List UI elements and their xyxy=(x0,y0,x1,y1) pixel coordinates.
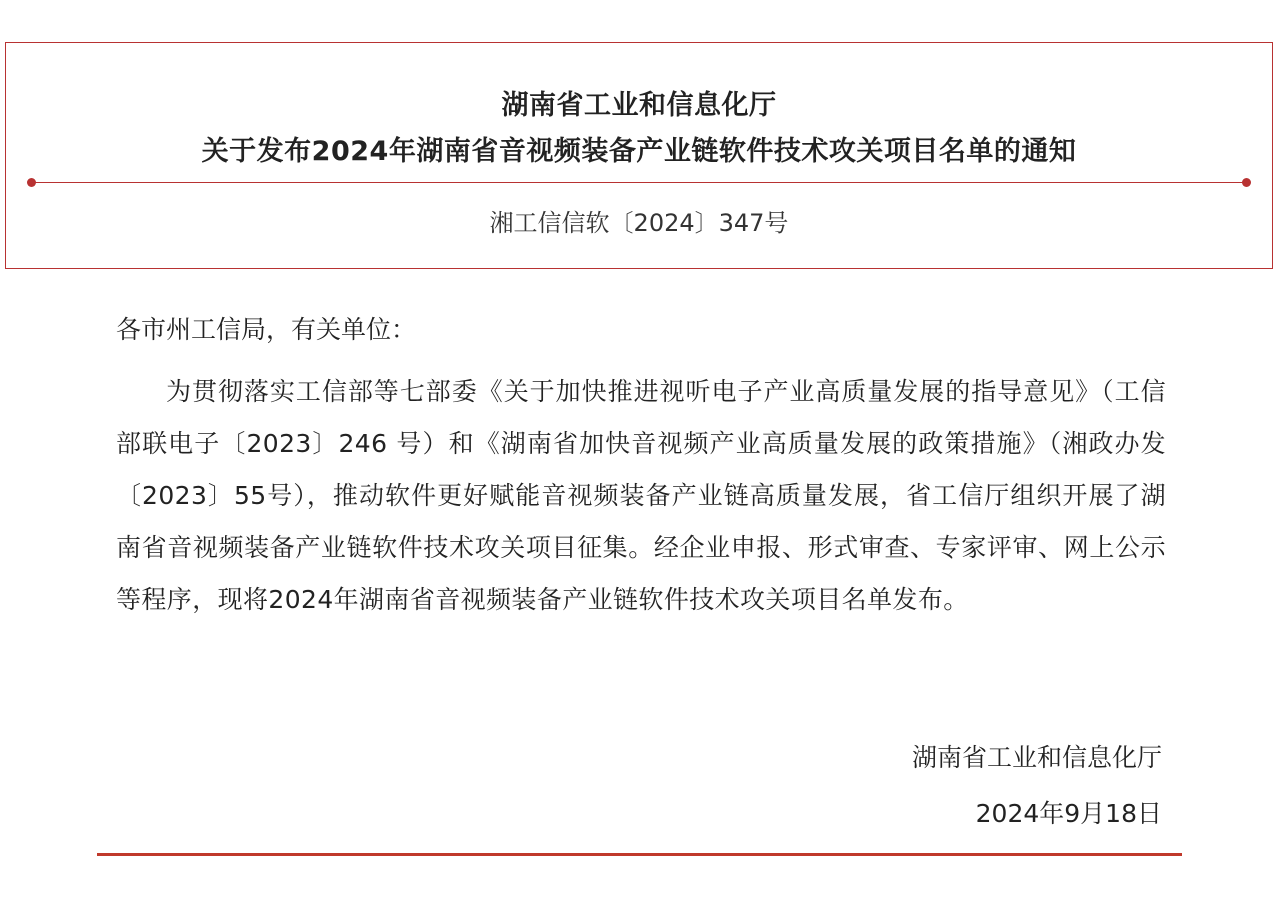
divider-dot-right xyxy=(1242,178,1251,187)
header-divider xyxy=(31,182,1247,183)
document-number: 湘工信信软〔2024〕347号 xyxy=(489,209,789,237)
issuer-title: 湖南省工业和信息化厅 xyxy=(501,90,777,121)
signature-organization: 湖南省工业和信息化厅 xyxy=(911,743,1162,772)
notice-title: 关于发布2024年湖南省音视频装备产业链软件技术攻关项目名单的通知 xyxy=(201,136,1077,167)
salutation: 各市州工信局，有关单位： xyxy=(116,315,417,344)
document-body xyxy=(116,312,1166,626)
body-paragraph: 为贯彻落实工信部等七部委《关于加快推进视听电子产业高质量发展的指导意见》（工信部联电子〔2023〕246 号）和《湖南省加快音视频产业高质量发展的政策措施》（湘政办发〔2023〕55号），推动软件更好赋能音视频装备产业链高质量发展，省工信厅组织开展了湖南省音视频装备产业链软件技术攻关项目征集。经企业申报、形式审查、专家评审、网上公示等程序，现将2024年湖南省音视频装备产业链软件技术攻关项目名单发布。 xyxy=(116,377,1166,614)
signature-date: 2024年9月18日 xyxy=(975,799,1162,828)
document-header xyxy=(5,42,1273,269)
bottom-divider xyxy=(97,853,1182,856)
